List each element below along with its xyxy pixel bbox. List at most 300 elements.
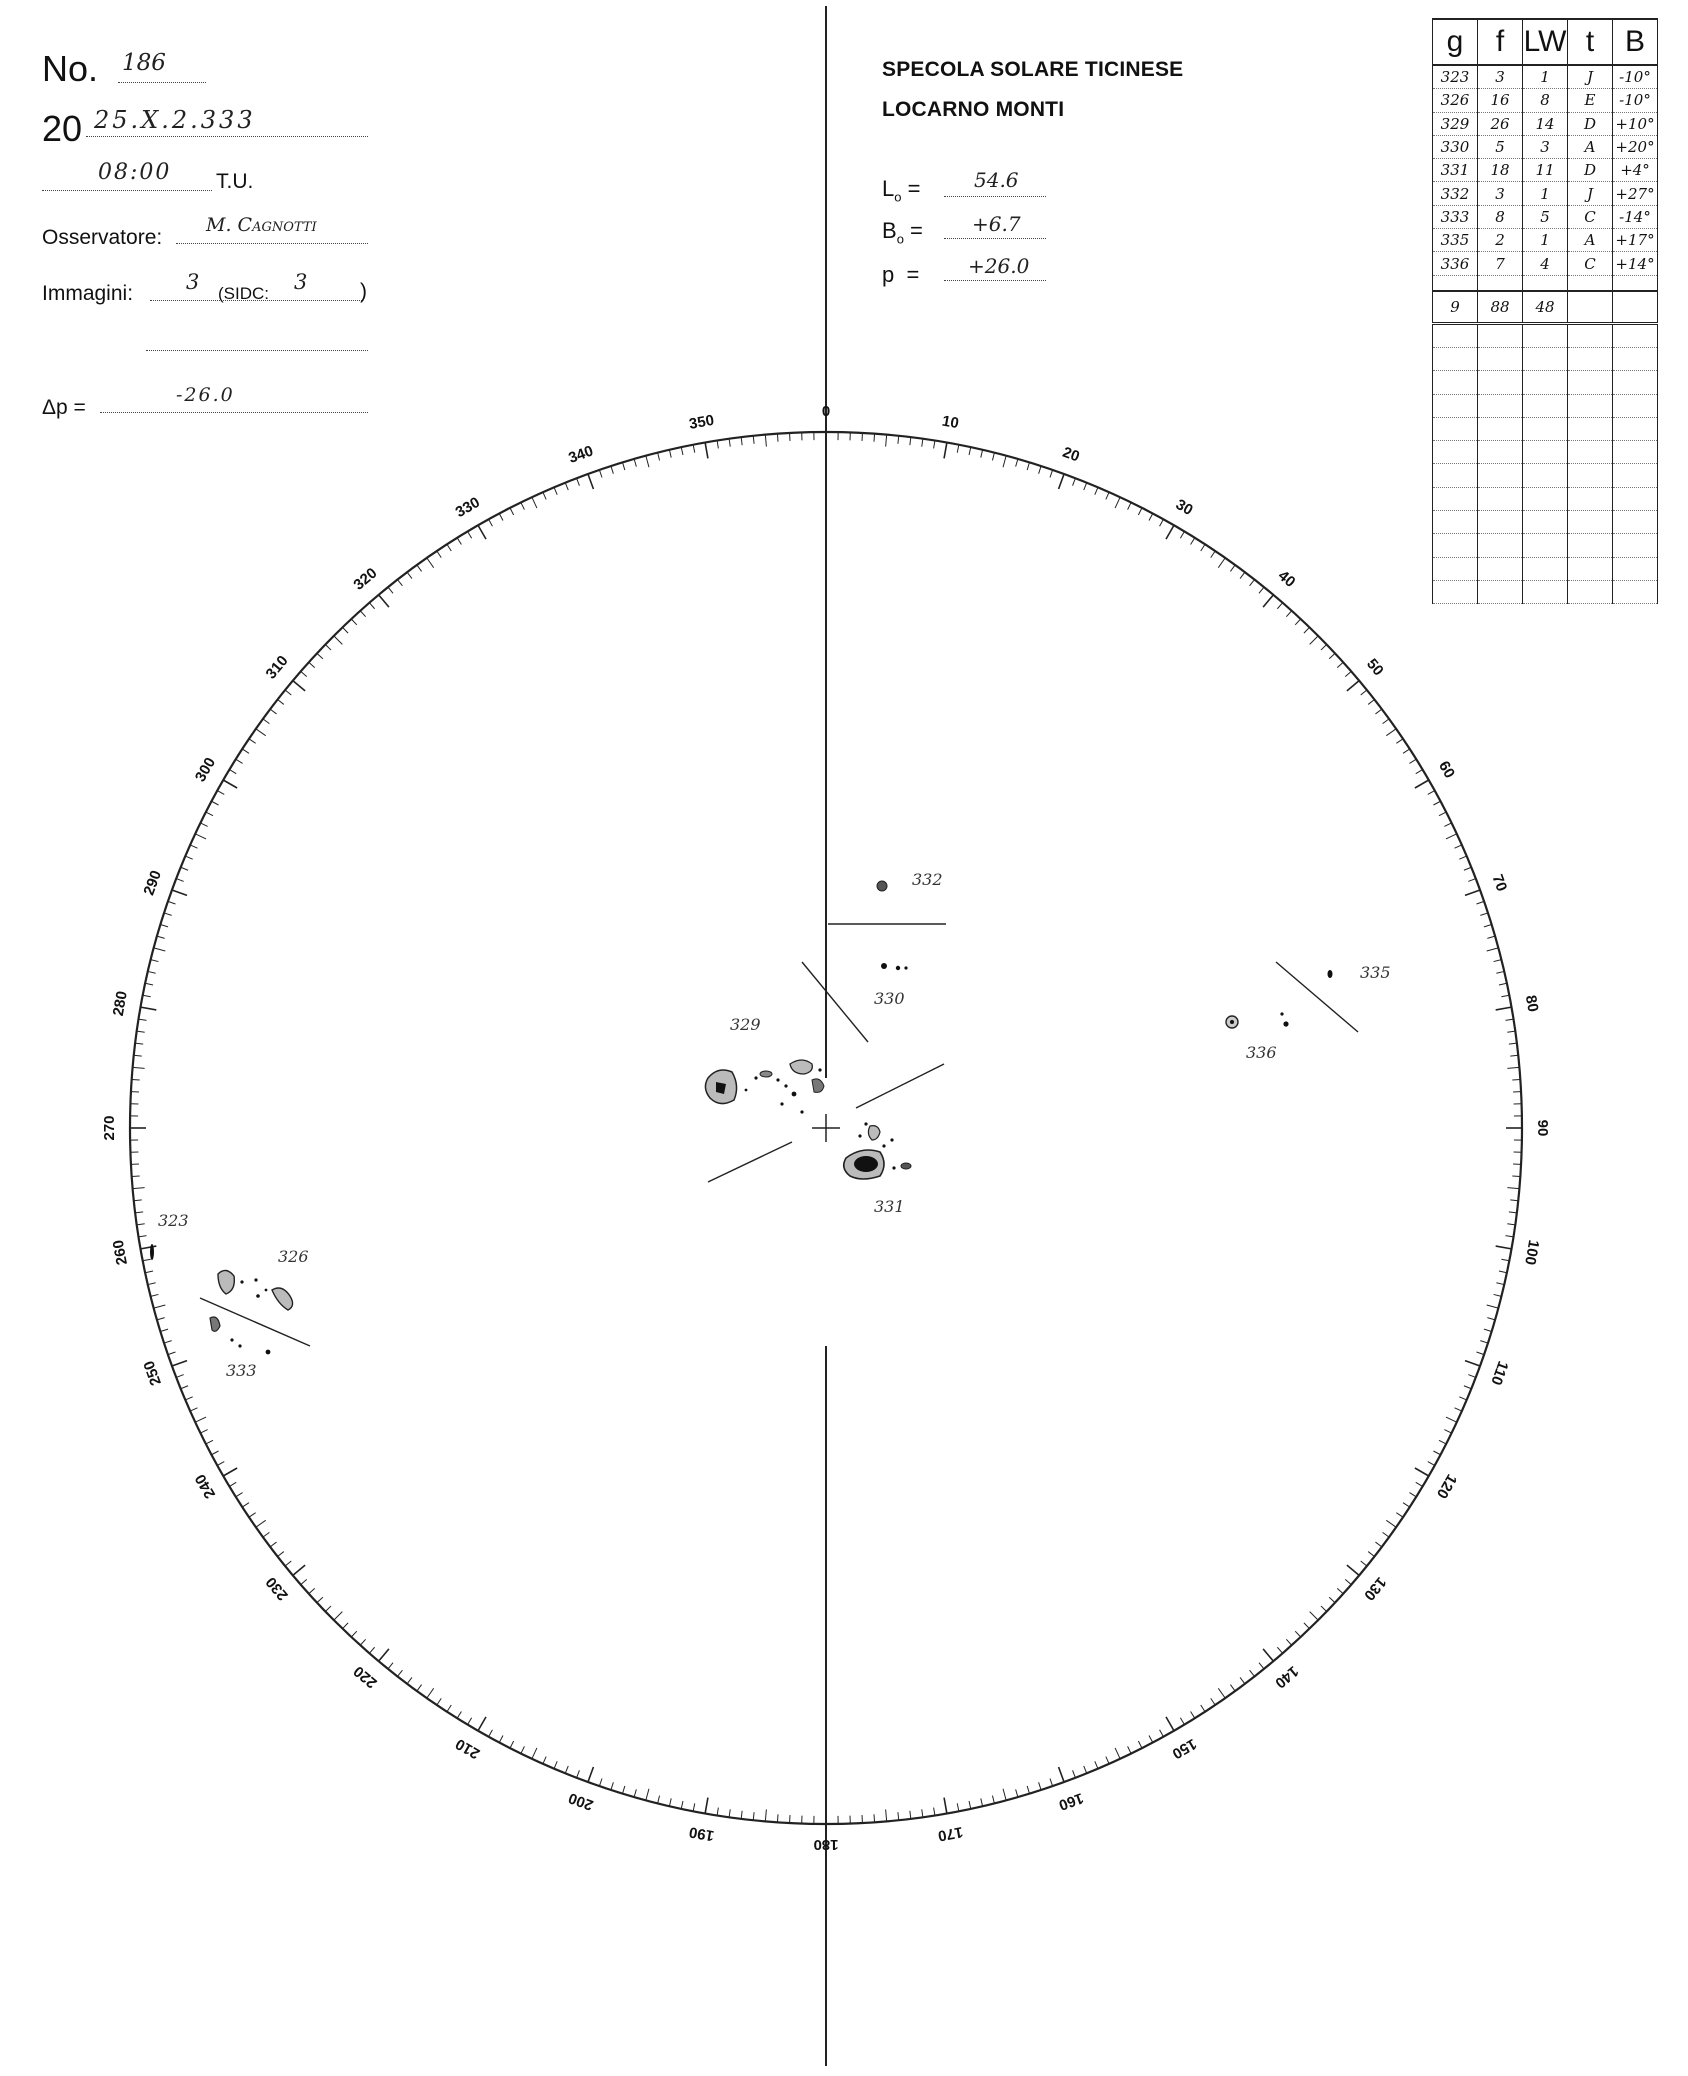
dial-tick <box>992 453 994 461</box>
dial-tick <box>1073 1770 1076 1777</box>
dial-tick <box>777 1814 778 1822</box>
dial-tick <box>969 1801 971 1809</box>
dial-tick <box>1211 551 1215 558</box>
dial-tick <box>217 1462 224 1466</box>
dial-tick <box>1073 478 1076 485</box>
b0-label: $B_o$ = <box>882 218 923 247</box>
table-cell-lw: 5 <box>1523 205 1568 228</box>
dial-tick <box>388 1663 393 1669</box>
table-cell-lw <box>1523 464 1568 487</box>
dial-label-110: 110 <box>1487 1358 1512 1388</box>
sunspot-326-leader <box>218 1270 234 1294</box>
table-cell-g <box>1433 394 1478 417</box>
dial-tick <box>777 434 778 442</box>
dial-tick <box>658 1796 660 1804</box>
table-cell-t <box>1568 275 1613 291</box>
dial-tick <box>1304 627 1310 633</box>
record-number-value: 186 <box>122 50 166 76</box>
table-cell-t: C <box>1568 205 1613 228</box>
dial-tick <box>388 587 393 593</box>
sunspot-326-follower <box>272 1288 293 1310</box>
table-cell-f <box>1478 511 1523 534</box>
table-cell-b: +27° <box>1613 182 1658 205</box>
dial-tick <box>623 1786 625 1794</box>
dial-tick <box>1386 1520 1396 1527</box>
record-number-label: No. <box>42 48 99 89</box>
dial-tick <box>1512 1079 1520 1080</box>
dial-tick <box>351 1631 356 1637</box>
dial-tick <box>157 1318 165 1320</box>
dial-tick <box>135 1212 143 1213</box>
sunspot-336c <box>1283 1021 1288 1026</box>
dial-tick <box>565 483 568 490</box>
dial-tick <box>588 474 593 489</box>
table-cell-lw: 3 <box>1523 135 1568 158</box>
table-cell-lw <box>1523 347 1568 370</box>
dial-tick <box>211 1451 218 1455</box>
dial-tick <box>543 1757 546 1764</box>
dial-tick <box>532 497 537 508</box>
dial-tick <box>160 925 168 927</box>
dial-tick <box>1295 619 1300 625</box>
dial-tick <box>447 1705 451 1712</box>
observer-value: M. Cagnotti <box>206 214 317 236</box>
dial-tick <box>1259 587 1264 593</box>
dial-tick <box>1507 1031 1515 1032</box>
dial-tick <box>1160 519 1164 526</box>
dial-tick <box>577 1770 580 1777</box>
table-cell-lw <box>1523 394 1568 417</box>
dial-tick <box>141 1246 157 1249</box>
table-cell-t <box>1568 441 1613 464</box>
dial-tick <box>1310 1612 1318 1620</box>
sunspot-329b <box>760 1071 772 1077</box>
dial-tick <box>1512 1176 1520 1177</box>
dial-tick <box>1396 1513 1403 1517</box>
dial-tick <box>242 749 249 753</box>
dial-tick <box>437 551 441 558</box>
dial-tick <box>874 434 875 442</box>
dial-tick <box>886 1809 887 1821</box>
table-cell-f: 5 <box>1478 135 1523 158</box>
dial-tick <box>143 995 151 997</box>
table-cell-b <box>1613 580 1658 603</box>
dial-tick <box>1477 901 1485 904</box>
dial-tick <box>1201 544 1205 551</box>
dial-tick <box>139 1236 147 1237</box>
dial-tick <box>447 544 451 551</box>
dial-tick <box>1386 729 1396 736</box>
sunspot-329j <box>818 1068 821 1071</box>
p-value: +26.0 <box>968 254 1030 278</box>
table-cell-b <box>1613 557 1658 580</box>
dial-tick <box>1166 1717 1174 1731</box>
dial-tick <box>134 1200 142 1201</box>
dial-tick <box>1191 1711 1195 1718</box>
separator-329-331-a <box>856 1064 944 1108</box>
dial-tick <box>1455 1408 1462 1411</box>
table-cell-t <box>1568 511 1613 534</box>
dial-tick <box>1329 653 1335 658</box>
table-cell-f <box>1478 347 1523 370</box>
dial-tick <box>1455 845 1462 848</box>
dial-label-280: 280 <box>109 989 131 1018</box>
dial-tick <box>200 1430 207 1434</box>
sidc-close: ) <box>360 280 367 303</box>
dial-tick <box>1464 1386 1471 1389</box>
dial-tick <box>611 466 613 474</box>
dial-tick <box>1191 538 1195 545</box>
dial-tick <box>634 1789 636 1797</box>
table-cell-lw <box>1523 557 1568 580</box>
time-value: 08:00 <box>98 160 172 185</box>
table-empty-row <box>1433 394 1658 417</box>
dial-tick <box>317 1597 323 1602</box>
dial-tick <box>1496 971 1504 973</box>
dial-label-40: 40 <box>1274 567 1299 591</box>
dial-tick <box>1439 812 1446 816</box>
p-label: p = <box>882 262 920 287</box>
dial-tick <box>944 443 947 459</box>
table-cell-b <box>1613 464 1658 487</box>
dial-tick <box>195 834 206 839</box>
dial-tick <box>1016 459 1018 467</box>
dial-tick <box>765 435 766 447</box>
table-cell-t: D <box>1568 159 1613 182</box>
sunspot-326c <box>240 1280 243 1283</box>
table-cell-t <box>1568 291 1613 324</box>
dial-label-350: 350 <box>687 411 716 433</box>
dial-tick <box>407 572 412 578</box>
dial-tick <box>1487 1305 1499 1308</box>
dial-tick <box>132 1079 140 1080</box>
dial-tick <box>134 1055 142 1056</box>
dial-tick <box>325 645 331 651</box>
sunspot-331d <box>864 1122 867 1125</box>
dial-tick <box>1180 531 1184 538</box>
dial-label-70: 70 <box>1488 872 1511 894</box>
table-cell-t <box>1568 347 1613 370</box>
table-cell-b: +17° <box>1613 229 1658 252</box>
dial-tick <box>148 971 156 973</box>
dial-tick <box>143 1259 151 1261</box>
dial-label-90: 90 <box>1534 1119 1552 1137</box>
table-cell-g: 335 <box>1433 229 1478 252</box>
dial-label-230: 230 <box>262 1573 292 1604</box>
dial-tick <box>1286 611 1291 617</box>
sunspot-331f <box>890 1138 893 1141</box>
dial-tick <box>1095 487 1098 494</box>
dial-tick <box>145 1271 153 1273</box>
table-empty-row <box>1433 580 1658 603</box>
dial-tick <box>148 1283 156 1285</box>
dial-label-320: 320 <box>350 564 381 594</box>
dial-tick <box>309 662 315 667</box>
dial-tick <box>489 519 493 526</box>
table-cell-f <box>1478 275 1523 291</box>
dial-tick <box>236 759 243 763</box>
dial-tick <box>185 1397 192 1400</box>
dial-tick <box>753 436 754 444</box>
dial-tick <box>1487 936 1495 938</box>
dial-label-270: 270 <box>100 1115 118 1141</box>
dial-tick <box>181 1386 188 1389</box>
dial-tick <box>1477 1352 1485 1355</box>
table-empty-row <box>1433 323 1658 347</box>
dial-tick <box>397 1670 402 1676</box>
table-cell-lw: 48 <box>1523 291 1568 324</box>
dial-tick <box>1095 1761 1098 1768</box>
table-totals-row <box>1433 291 1658 324</box>
dial-tick <box>1446 1417 1457 1422</box>
table-empty-row <box>1433 511 1658 534</box>
table-cell-t <box>1568 323 1613 347</box>
table-cell-lw <box>1523 511 1568 534</box>
dial-label-160: 160 <box>1056 1789 1086 1814</box>
dial-tick <box>1106 492 1109 499</box>
dial-tick <box>160 1329 168 1331</box>
column-header-lw: LW <box>1523 19 1568 65</box>
dial-tick <box>1321 1606 1327 1612</box>
separator-330 <box>802 962 868 1042</box>
year-prefix: 20 <box>42 108 83 149</box>
table-cell-b: +20° <box>1613 135 1658 158</box>
dial-tick <box>206 812 213 816</box>
dial-tick <box>499 513 503 520</box>
dial-tick <box>176 1375 183 1378</box>
dial-tick <box>532 1748 537 1759</box>
dial-tick <box>1510 1200 1518 1201</box>
table-cell-b <box>1613 441 1658 464</box>
images-value: 3 <box>186 270 200 294</box>
dial-tick <box>934 441 935 449</box>
dial-tick <box>1347 681 1359 691</box>
table-cell-g: 329 <box>1433 112 1478 135</box>
table-row <box>1433 252 1658 275</box>
dial-tick <box>1016 1789 1018 1797</box>
sunspot-333-leader <box>210 1317 220 1331</box>
dial-tick <box>1506 1236 1514 1237</box>
dial-tick <box>1509 1212 1517 1213</box>
dial-tick <box>634 459 636 467</box>
dial-tick <box>898 1812 899 1820</box>
table-cell-g: 336 <box>1433 252 1478 275</box>
dial-tick <box>1304 1623 1310 1629</box>
sunspot-331c <box>901 1163 911 1169</box>
dial-tick <box>669 450 671 458</box>
dial-tick <box>157 936 165 938</box>
table-cell-f: 3 <box>1478 65 1523 89</box>
dial-tick <box>164 913 172 915</box>
sunspot-329i <box>800 1110 803 1113</box>
dial-tick <box>1128 1746 1132 1753</box>
dial-tick <box>1027 1786 1029 1794</box>
dial-tick <box>137 1031 145 1032</box>
group-label-335: 335 <box>1360 963 1391 982</box>
dial-tick <box>427 558 434 568</box>
dial-tick <box>1240 1677 1245 1683</box>
dial-tick <box>1428 1462 1435 1466</box>
table-cell-t <box>1568 534 1613 557</box>
dial-tick <box>1484 925 1492 927</box>
table-empty-row <box>1433 487 1658 510</box>
table-cell-b: +14° <box>1613 252 1658 275</box>
dial-tick <box>1180 1718 1184 1725</box>
dial-tick <box>521 1746 525 1753</box>
dial-tick <box>1496 1007 1512 1010</box>
table-row <box>1433 182 1658 205</box>
table-cell-lw: 11 <box>1523 159 1568 182</box>
dial-tick <box>1465 890 1480 895</box>
dial-tick <box>256 729 266 736</box>
table-cell-lw <box>1523 441 1568 464</box>
sunspot-329e <box>776 1078 779 1081</box>
table-cell-f: 8 <box>1478 205 1523 228</box>
dial-label-340: 340 <box>566 442 596 467</box>
dial-tick <box>944 1798 947 1814</box>
dial-tick <box>1415 1468 1429 1476</box>
dial-label-10: 10 <box>940 412 961 433</box>
dial-tick <box>1250 1670 1255 1676</box>
sunspot-336b <box>1280 1012 1283 1015</box>
dial-tick <box>1149 513 1153 520</box>
dial-tick <box>1403 749 1410 753</box>
table-cell-t <box>1568 557 1613 580</box>
dial-tick <box>1484 1329 1492 1331</box>
dial-tick <box>1149 1735 1153 1742</box>
table-cell-f <box>1478 534 1523 557</box>
dial-tick <box>753 1812 754 1820</box>
dial-tick <box>1499 1271 1507 1273</box>
dial-tick <box>133 1188 145 1189</box>
dial-tick <box>133 1067 145 1068</box>
group-label-332: 332 <box>912 870 943 889</box>
dial-tick <box>468 1718 472 1725</box>
table-cell-lw: 4 <box>1523 252 1568 275</box>
column-header-b: B <box>1613 19 1658 65</box>
table-cell-g <box>1433 580 1478 603</box>
dial-tick <box>270 709 276 714</box>
dial-tick <box>910 1811 911 1819</box>
dial-tick <box>577 478 580 485</box>
dial-tick <box>185 856 192 859</box>
dial-label-130: 130 <box>1360 1573 1390 1604</box>
group-label-330: 330 <box>874 989 905 1008</box>
dial-tick <box>1375 1542 1381 1547</box>
dial-tick <box>1345 671 1351 676</box>
dial-tick <box>1050 470 1053 478</box>
dial-tick <box>611 1782 613 1790</box>
dial-tick <box>1138 1741 1142 1748</box>
dial-tick <box>658 453 660 461</box>
table-cell-g: 333 <box>1433 205 1478 228</box>
dial-tick <box>1433 801 1440 805</box>
dial-label-310: 310 <box>262 652 292 683</box>
dial-tick <box>510 1741 514 1748</box>
table-cell-g <box>1433 441 1478 464</box>
table-cell-f: 16 <box>1478 89 1523 112</box>
dial-tick <box>1337 1588 1343 1593</box>
dial-tick <box>1361 690 1367 695</box>
dial-label-210: 210 <box>452 1734 483 1763</box>
l0-label: $L_o$ = <box>882 176 921 205</box>
dial-tick <box>317 653 323 658</box>
sunspot-333d <box>266 1350 271 1355</box>
dial-tick <box>351 619 356 625</box>
dial-tick <box>554 1761 557 1768</box>
dial-label-190: 190 <box>687 1823 716 1845</box>
dial-tick <box>1321 645 1327 651</box>
dial-tick <box>599 1779 602 1787</box>
sunspot-329d <box>754 1076 757 1079</box>
dial-tick <box>360 1639 365 1645</box>
dial-tick <box>427 1688 434 1698</box>
dial-tick <box>270 1542 276 1547</box>
table-cell-t <box>1568 580 1613 603</box>
sidc-label: (SIDC: <box>218 284 269 303</box>
dial-tick <box>1501 1259 1509 1261</box>
dial-tick <box>1115 1748 1120 1759</box>
dial-tick <box>1295 1631 1300 1637</box>
table-cell-lw <box>1523 371 1568 394</box>
dial-tick <box>499 1735 503 1742</box>
table-cell-g <box>1433 534 1478 557</box>
dial-tick <box>172 1361 187 1366</box>
delta-p-label: Δp = <box>42 396 86 419</box>
dial-tick <box>1361 1561 1367 1566</box>
dial-label-300: 300 <box>191 754 220 785</box>
dial-tick <box>981 450 983 458</box>
dial-tick <box>293 1565 305 1575</box>
sunspot-329g <box>792 1092 797 1097</box>
dial-tick <box>417 565 422 571</box>
dial-tick <box>1003 456 1006 468</box>
dial-tick <box>705 1798 708 1814</box>
dial-tick <box>1507 1224 1515 1225</box>
observatory-location: LOCARNO MONTI <box>882 98 1065 121</box>
dial-tick <box>468 531 472 538</box>
dial-tick <box>285 690 291 695</box>
dial-tick <box>1510 1055 1518 1056</box>
table-cell-t <box>1568 371 1613 394</box>
dial-tick <box>1444 1430 1451 1434</box>
sunspot-329-penumbra <box>790 1060 812 1074</box>
dial-tick <box>1050 1779 1053 1787</box>
b0-value: +6.7 <box>972 212 1021 236</box>
table-cell-b <box>1613 275 1658 291</box>
dial-tick <box>510 508 514 515</box>
dial-tick <box>256 1520 266 1527</box>
dial-tick <box>922 1809 923 1817</box>
table-cell-t <box>1568 417 1613 440</box>
dial-tick <box>1059 1767 1064 1782</box>
sunspot-336a-umbra <box>1230 1020 1234 1024</box>
dial-label-260: 260 <box>109 1238 131 1267</box>
l0-value: 54.6 <box>974 168 1019 192</box>
dial-tick <box>1383 719 1389 724</box>
dial-tick <box>1277 603 1282 609</box>
dial-tick <box>242 1503 249 1507</box>
dial-tick <box>1337 662 1343 667</box>
dial-tick <box>190 1408 197 1411</box>
sunspot-329-follower <box>812 1079 824 1093</box>
dial-tick <box>1480 913 1488 915</box>
dial-tick <box>1263 1649 1273 1661</box>
dial-tick <box>1509 1043 1517 1044</box>
dial-tick <box>1166 525 1174 539</box>
dial-tick <box>599 470 602 478</box>
dial-tick <box>200 823 207 827</box>
